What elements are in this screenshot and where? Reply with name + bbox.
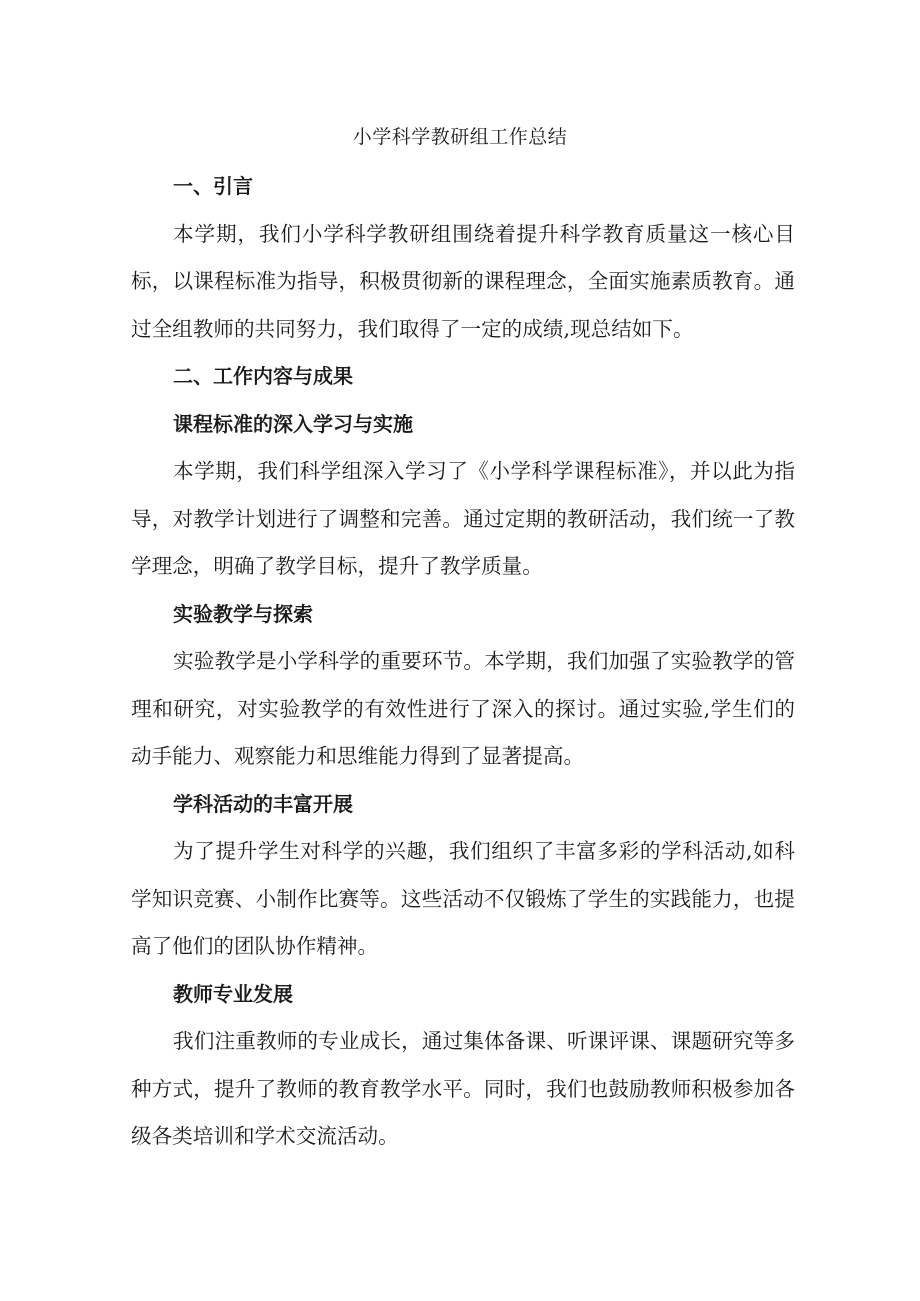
intro-paragraph: 本学期，我们小学科学教研组围绕着提升科学教育质量这一核心目标，以课程标准为指导，积极贯彻新的课程理念，全面实施素质教育。通过全组教师的共同努力，我们取得了一定的成绩,现总结如下。 (131, 221, 795, 341)
teacher-development-paragraph: 我们注重教师的专业成长，通过集体备课、听课评课、课题研究等多种方式，提升了教师的教育教学水平。同时，我们也鼓励教师积极参加各级各类培训和学术交流活动。 (131, 1029, 795, 1148)
subheading-curriculum: 课程标准的深入学习与实施 (173, 411, 413, 436)
document-title: 小学科学教研组工作总结 (352, 126, 568, 148)
subheading-teacher-development: 教师专业发展 (173, 981, 293, 1006)
curriculum-paragraph: 本学期，我们科学组深入学习了《小学科学课程标准》，并以此为指导，对教学计划进行了调整和完善。通过定期的教研活动，我们统一了教学理念，明确了教学目标，提升了教学质量。 (131, 459, 795, 578)
activities-paragraph: 为了提升学生对科学的兴趣，我们组织了丰富多彩的学科活动,如科学知识竞赛、小制作比赛等。这些活动不仅锻炼了学生的实践能力，也提高了他们的团队协作精神。 (131, 839, 795, 958)
section-heading-work: 二、工作内容与成果 (173, 364, 353, 388)
subheading-experiment: 实验教学与探索 (173, 601, 313, 626)
subheading-activities: 学科活动的丰富开展 (173, 791, 353, 816)
document-body (131, 163, 795, 1161)
section-heading-intro: 一、引言 (173, 174, 253, 198)
experiment-paragraph: 实验教学是小学科学的重要环节。本学期，我们加强了实验教学的管理和研究，对实验教学的有效性进行了深入的探讨。通过实验,学生们的动手能力、观察能力和思维能力得到了显著提高。 (131, 649, 795, 768)
